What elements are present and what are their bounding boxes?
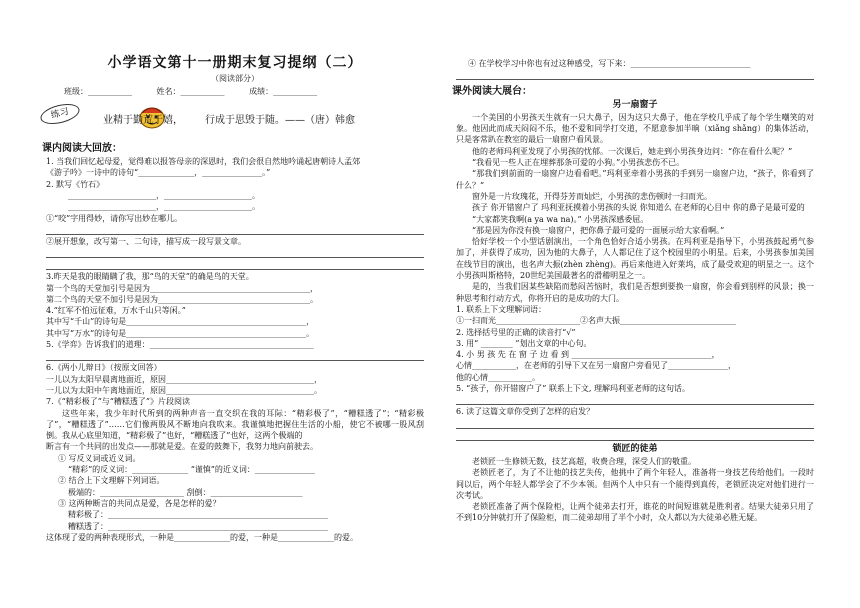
question-line: 《游子吟》一诗中的诗句“______________，_______________。” xyxy=(46,168,271,178)
story-paragraph: “那我们到前面的一扇窗户边看看吧。”玛利亚牵着小男孩的手到另一扇窗户边，“孩子，你看到了什么？” xyxy=(456,169,814,190)
story-paragraph: 是的，当我们因某些缺陷而愁闷苦恼时，我们是否想到要换一扇窗，你会看到别样的风景；换一种思考和行动方式，你将开启的是成功的大门。 xyxy=(456,282,814,303)
question-line: 3.昨天是我的眼睛瞒了我，那“鸟的天堂”的确是鸟的天堂。 xyxy=(46,272,254,282)
page-subtitle: （阅读部分） xyxy=(211,74,259,84)
section-title-extra: 课外阅读大展台： xyxy=(452,86,532,98)
page-title: 小学语文第十一册期末复习提纲（二） xyxy=(107,55,363,71)
reading-passage: 这些年来，我少年时代所到的两种声音一直交织在我的耳际：“精彩极了”，“糟糕透了”；“精彩极了”，“糟糕透了”……它们像两股风不断地向我吹来。我谨慎地把握住生活的小船，使它不被哪一股风刮倒。我从心底里知道，“精彩极了”也好，“糟糕透了”也好，这两个极端的 xyxy=(46,408,424,441)
question-line: 其中写“千山”的诗句是_____________________________________________， xyxy=(46,317,315,327)
story-title: 另一扇窗子 xyxy=(612,99,658,110)
motto-part-b: 行成于思毁于随。——（唐）韩愈 xyxy=(205,114,355,126)
story-paragraph: 他的老师玛利亚发现了小男孩的忧郁。一次课后，她走到小男孩身边问：“你在看什么呢？” xyxy=(472,146,793,156)
section-title-in-class: 课内阅读大回放： xyxy=(42,142,122,154)
question-line: ②展开想象，改写第一、二句诗，描写成一段写景文章。 xyxy=(46,236,246,246)
reading-passage-tail: 断言有一个共同的出发点——那就是爱。在爱的鼓舞下，我努力地向前驶去。 xyxy=(46,442,318,452)
student-info xyxy=(46,86,424,97)
name-field: 姓名：___________ xyxy=(156,86,225,96)
motto-text xyxy=(103,115,355,126)
question-line: 第二个鸟的天堂不加引号是因为______________________________________。 xyxy=(46,294,318,304)
question-line: 5.《学弈》告诉我们的道理：_________________________________________ xyxy=(46,340,314,350)
story-paragraph: “那是因为你没有换一扇窗户，把你鼻子最可爱的一面展示给大家看啊。” xyxy=(472,225,725,235)
question-line: 2. 选择括号里的正确的读音打“√” xyxy=(456,327,576,337)
answer-rule xyxy=(46,259,424,270)
sub-answer: “精彩”的反义词：______________ “谨慎”的近义词：_______________ xyxy=(68,465,315,475)
answer-rule xyxy=(46,224,424,235)
question-line: 3. 用“ ________ ”划出文章的中心句。 xyxy=(456,338,592,348)
story-paragraph: 老锁匠老了，为了不让他的技艺失传，他挑中了两个年轻人，准备将一身技艺传给他们。一段时间以后，两个年轻人都学会了不少本领。但两个人中只有一个能得到真传，老锁匠决定对他们进行一次考试。 xyxy=(456,468,814,500)
question-line: 他的心情___________。 xyxy=(456,372,540,382)
answer-rule xyxy=(456,394,814,405)
answer-line: ______________________，______________________。 xyxy=(68,202,260,212)
motto-part-a: 业精于勤荒于嬉， xyxy=(103,114,183,126)
story-paragraph: “我看见一些人正在埋葬那条可爱的小狗。”小男孩悲伤不已。 xyxy=(472,158,685,168)
question-line: 7.《“精彩极了”与“糟糕透了”》片段阅读 xyxy=(46,397,190,407)
sub-question: ① 写反义词或近义词。 xyxy=(58,453,141,463)
sub-answer: 糟糕透了：_______________________________________________________ xyxy=(68,521,328,531)
answer-rule xyxy=(456,418,814,429)
question-line: 4. 小 男 孩 先 在 窗 子 边 看 到 ___________________________________， xyxy=(456,350,720,360)
practice-badge: 练习 xyxy=(38,100,81,127)
sub-answer: 精彩极了：_______________________________________________________ xyxy=(68,510,328,520)
story-paragraph: 孩子 你开错窗户了 玛利亚抚摸着小男孩的头说 你知道么 在老师的心目中 你的鼻子是最可爱的 xyxy=(472,203,805,213)
motto-row xyxy=(46,103,424,139)
story-paragraph: 老锁匠准备了两个保险柜，让两个徒弟去打开，谁花的时间短谁就是胜利者。结果大徒弟只用了不到10分钟就打开了保险柜，而二徒弟却用了半个小时，众人都以为大徒弟必胜无疑。 xyxy=(456,502,814,523)
question-line: 一儿以为太阳早晨离地面近，原因_____________________________________， xyxy=(46,374,322,384)
left-column xyxy=(42,0,424,543)
sub-answer: 极端的：_____________________ 刮倒：_______________________ xyxy=(68,487,303,497)
answer-line: ______________________，______________________。 xyxy=(68,191,260,201)
question-line: ①“咬”字用得妙，请你写出妙在哪儿。 xyxy=(46,213,183,223)
sub-answer: 这体现了爱的两种表现形式，一种是______________的爱，一种是______________的爱。 xyxy=(46,532,358,542)
story-paragraph: 恰好学校一个小型话剧演出，一个角色恰好合适小男孩。在玛利亚是指导下，小男孩鼓起勇气参加了，并获得了成功，因为他的大鼻子，人人都记住了这个校园里的小明星。后来，小男孩参加美国在线节目的演出，也名声大振(zhèn zhèng)。再后来他进入好莱坞，成了最受欢迎的明星之一。这个小男孩叫斯格特，20世纪美国最著名的滑稽明星之一。 xyxy=(456,237,814,281)
question-line: 一儿以为太阳中午离地面近，原因_____________________________________。 xyxy=(46,385,322,395)
story-paragraph: 窗外是一片玫瑰花，开得芬芳而灿烂，小男孩的悲伤顿时一扫而光。 xyxy=(472,191,712,201)
sub-question: ② 结合上下文理解下列词语。 xyxy=(58,476,165,486)
question-line: 心情___________，在老师的引导下又在另一扇窗户旁看见了_______________， xyxy=(456,361,736,371)
question-line: 1. 当我们回忆起母爱，觉得难以报答母亲的深恩时，我们会很自然地吟诵起唐朝诗人孟郊 xyxy=(46,157,361,167)
question-line: 6.《两小儿辩日》（按原文回答） xyxy=(46,363,162,373)
question-line: 6. 读了这篇文章你受到了怎样的启发？ xyxy=(456,407,595,417)
question-line: 5. “孩子，你开错窗户了” 联系上下文, 理解玛利亚老师的这句话。 xyxy=(456,384,690,394)
question-line: 第一个鸟的天堂加引号是因为________________________________________， xyxy=(46,283,318,293)
class-field: 班级：___________ xyxy=(64,86,132,96)
question-line: 1. 联系上下文理解词语： xyxy=(456,304,547,314)
score-field: 成绩：___________ xyxy=(249,86,318,96)
question-line: 4.“红军不怕远征难，万水千山只等闲。” xyxy=(46,306,186,316)
answer-rule xyxy=(46,247,424,258)
answer-rule xyxy=(456,69,814,80)
story-paragraph: 老锁匠一生修锁无数，技艺高超，收费合理，深受人们的敬重。 xyxy=(472,456,696,466)
question-line: ④ 在学校学习中你也有过这种感受，写下来：______________________________ xyxy=(468,59,751,68)
question-line: ①一扫而光_____________________②名声大振_____________________________ xyxy=(456,316,736,326)
question-line: 2. 默写《竹石》 xyxy=(46,179,105,189)
story-paragraph: 一个美国的小男孩天生就有一只大鼻子，因为这只大鼻子，他在学校几乎成了每个学生嘲笑的对象。他因此而成天闷闷不乐，他不爱和同学打交道，不愿意参加半晌（xiǎng shǎng）的集体活动，只是客常趴在教室的最后一扇窗户看风景。 xyxy=(456,112,814,145)
sub-question: ③ 这两种断言的共同点是爱，各是怎样的爱？ xyxy=(58,498,221,508)
answer-rule xyxy=(46,350,424,361)
question-line: 其中写“万水”的诗句是_____________________________________________。 xyxy=(46,328,315,338)
right-column xyxy=(452,0,814,524)
answer-rule xyxy=(456,430,814,441)
story-title: 锁匠的徒弟 xyxy=(612,443,658,454)
story-paragraph: “大家都笑我啊(a ya wa na)。” 小男孩深感委屈。 xyxy=(472,214,649,224)
